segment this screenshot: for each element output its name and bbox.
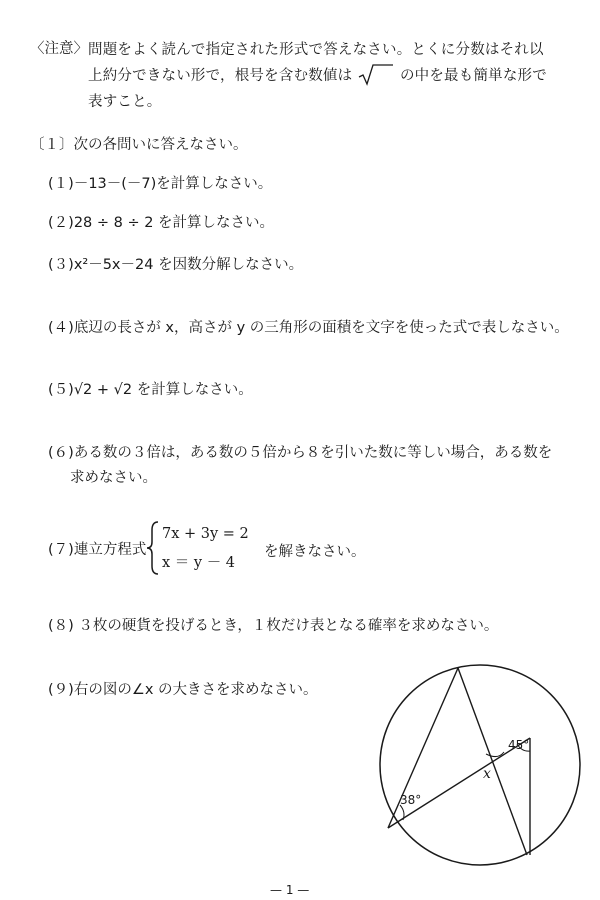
question-2: (２)28 ÷ 8 ÷ 2 を計算しなさい。 <box>48 215 275 231</box>
page-number: — 1 — <box>270 883 310 897</box>
system-brace-icon <box>146 520 160 576</box>
square-root-symbol-icon <box>357 64 395 86</box>
equation-1: 7x + 3y = 2 <box>162 526 249 542</box>
question-6-line-2: 求めなさい。 <box>70 470 157 486</box>
question-1: (１)－13－(－7)を計算しなさい。 <box>48 176 273 192</box>
circle <box>380 665 580 865</box>
question-6-line-1: (６)ある数の３倍は，ある数の５倍から８を引いた数に等しい場合，ある数を <box>48 445 553 461</box>
chord-left <box>388 668 458 828</box>
note-label: 〈注意〉 <box>30 41 88 57</box>
angle-label-38: 38° <box>400 793 422 807</box>
angle-label-x: x <box>483 766 491 782</box>
question-8: (８) ３枚の硬貨を投げるとき，１枚だけ表となる確率を求めなさい。 <box>48 618 499 634</box>
question-3: (３)x²－5x－24 を因数分解しなさい。 <box>48 257 304 273</box>
angle-label-45: 45° <box>508 738 530 752</box>
note-line-3: 表すこと。 <box>88 94 162 110</box>
equation-2: x ＝ y － 4 <box>162 555 236 571</box>
angle-arc-38 <box>400 805 404 820</box>
question-4: (４)底辺の長さが x，高さが y の三角形の面積を文字を使った式で表しなさい。 <box>48 320 569 336</box>
circle-angle-figure <box>370 660 590 875</box>
question-9: (９)右の図の∠x の大きさを求めなさい。 <box>48 682 318 698</box>
note-text <box>88 37 568 115</box>
question-7-tail: を解きなさい。 <box>264 544 366 560</box>
question-5: (５)√2 + √2 を計算しなさい。 <box>48 382 253 398</box>
note-line-1: 問題をよく読んで指定された形式で答えなさい。とくに分数はそれ以 <box>88 42 544 58</box>
note-line-2: 上約分できない形で，根号を含む数値は の中を最も簡単な形で <box>88 63 568 89</box>
section-heading: 〔１〕次の各問いに答えなさい。 <box>30 137 248 153</box>
question-7-label: (７)連立方程式 <box>48 542 147 558</box>
